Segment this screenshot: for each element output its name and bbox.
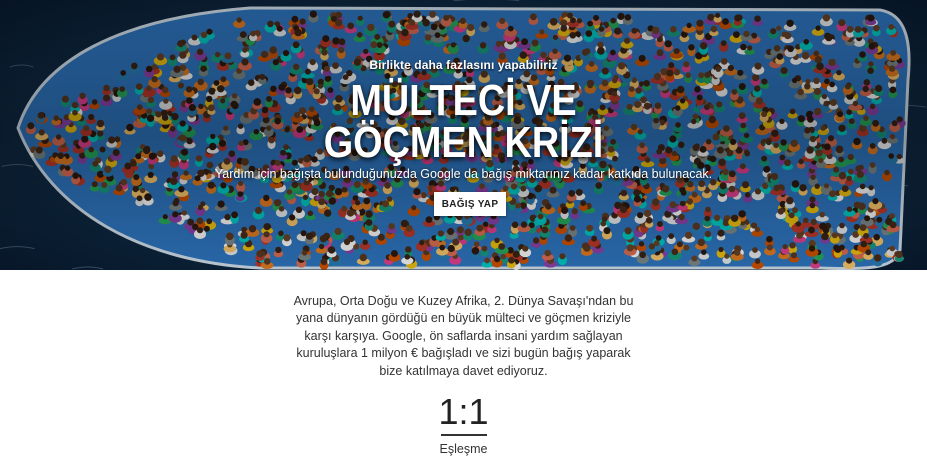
donate-button[interactable]: BAĞIŞ YAP: [434, 192, 506, 216]
intro-paragraph: Avrupa, Orta Doğu ve Kuzey Afrika, 2. Dünya Savaşı'ndan bu yana dünyanın gördüğü en büyük mülteci ve göçmen kriziyle karşı karşıya. Google, ön saflarda insani yardım sağlayan kuruluşlara 1 milyon € bağışladı ve sizi bugün bağış yaparak bize katılmaya davet ediyoruz.: [293, 294, 634, 378]
headline-line-2: GÖÇMEN KRİZİ: [323, 118, 604, 167]
match-ratio-value: 1:1: [438, 391, 489, 432]
hero-headline: [65, 76, 862, 167]
hero-subtitle: Yardım için bağışta bulunduğunuzda Google da bağış miktarınız kadar katkıda bulunacak.: [214, 167, 713, 181]
match-ratio-block: [0, 392, 927, 456]
hero-eyebrow: Birlikte daha fazlasını yapabiliriz: [369, 58, 558, 72]
match-ratio-label: Eşleşme: [439, 442, 488, 456]
match-divider: [441, 434, 487, 436]
headline-line-1: MÜLTECİ VE: [350, 76, 577, 125]
